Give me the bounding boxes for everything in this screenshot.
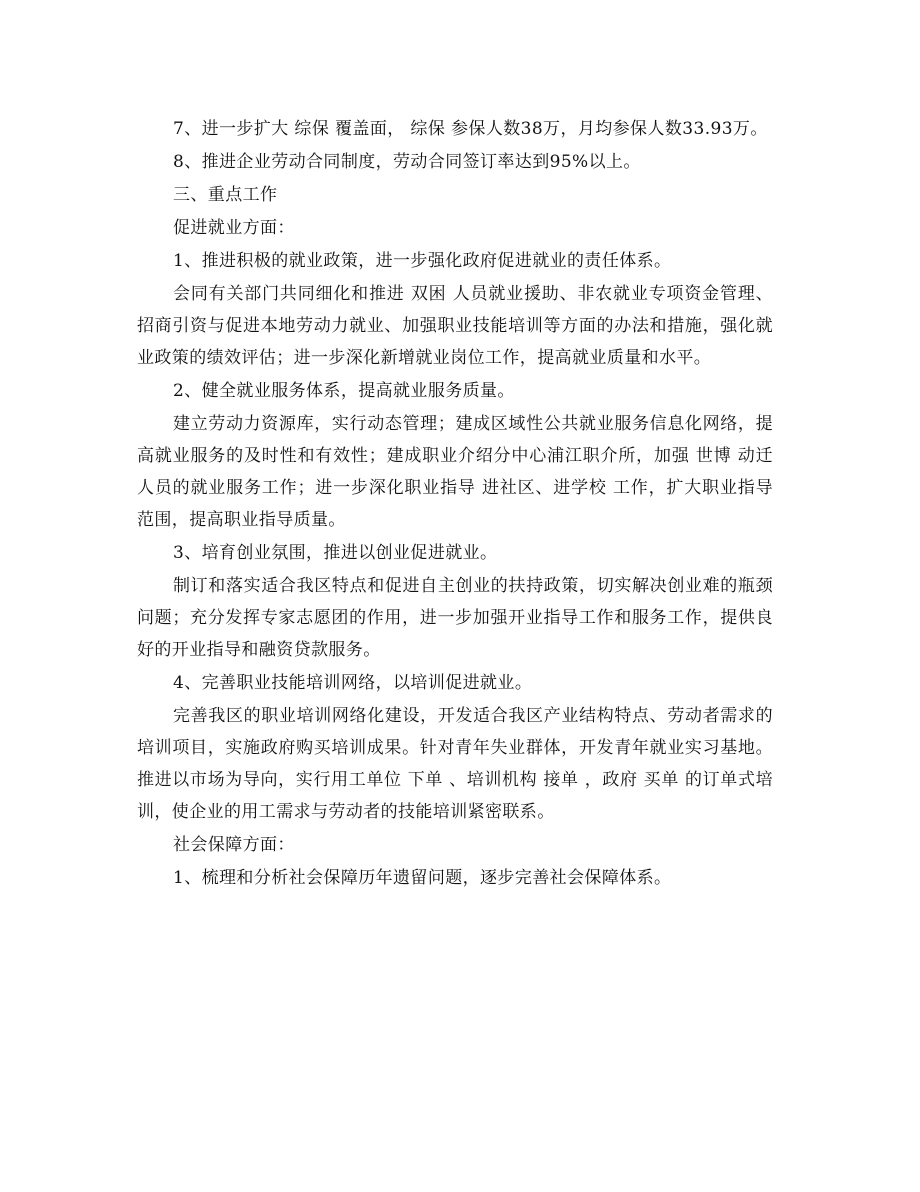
paragraph-employment-item-1-detail: 会同有关部门共同细化和推进 双困 人员就业援助、非农就业专项资金管理、招商引资与促进本地劳动力就业、加强职业技能培训等方面的办法和措施，强化就业政策的绩效评估；进一步深化新增就业岗位工作，提高就业质量和水平。 <box>137 284 773 368</box>
paragraph-item-8-labor-contract: 8、推进企业劳动合同制度，劳动合同签订率达到95%以上。 <box>173 152 641 172</box>
section-heading-key-work: 三、重点工作 <box>173 185 278 205</box>
paragraph-employment-item-2: 2、健全就业服务体系，提高就业服务质量。 <box>173 381 515 401</box>
paragraph-item-7-coverage: 7、进一步扩大 综保 覆盖面， 综保 参保人数38万，月均参保人数33.93万。 <box>173 119 768 139</box>
document-body <box>137 113 773 895</box>
subsection-heading-social-security: 社会保障方面： <box>173 835 295 855</box>
paragraph-employment-item-2-detail: 建立劳动力资源库，实行动态管理；建成区域性公共就业服务信息化网络，提高就业服务的及时性和有效性；建成职业介绍分中心浦江职介所，加强 世博 动迁人员的就业服务工作；进一步深化职业指导 进社区、进学校 工作，扩大职业指导范围，提高职业指导质量。 <box>137 414 773 530</box>
paragraph-social-security-item-1: 1、梳理和分析社会保障历年遗留问题，逐步完善社会保障体系。 <box>173 868 672 888</box>
paragraph-employment-item-3: 3、培育创业氛围，推进以创业促进就业。 <box>173 543 498 563</box>
subsection-heading-employment: 促进就业方面： <box>173 218 295 238</box>
paragraph-employment-item-3-detail: 制订和落实适合我区特点和促进自主创业的扶持政策，切实解决创业难的瓶颈问题；充分发挥专家志愿团的作用，进一步加强开业指导工作和服务工作，提供良好的开业指导和融资贷款服务。 <box>137 576 773 660</box>
paragraph-employment-item-1: 1、推进积极的就业政策，进一步强化政府促进就业的责任体系。 <box>173 251 672 271</box>
paragraph-employment-item-4-detail: 完善我区的职业培训网络化建设，开发适合我区产业结构特点、劳动者需求的培训项目，实施政府购买培训成果。针对青年失业群体，开发青年就业实习基地。推进以市场为导向，实行用工单位 下单 、培训机构 接单 ，政府 买单 的订单式培训，使企业的用工需求与劳动者的技能培训紧密联系。 <box>137 706 773 822</box>
paragraph-employment-item-4: 4、完善职业技能培训网络，以培训促进就业。 <box>173 673 533 693</box>
